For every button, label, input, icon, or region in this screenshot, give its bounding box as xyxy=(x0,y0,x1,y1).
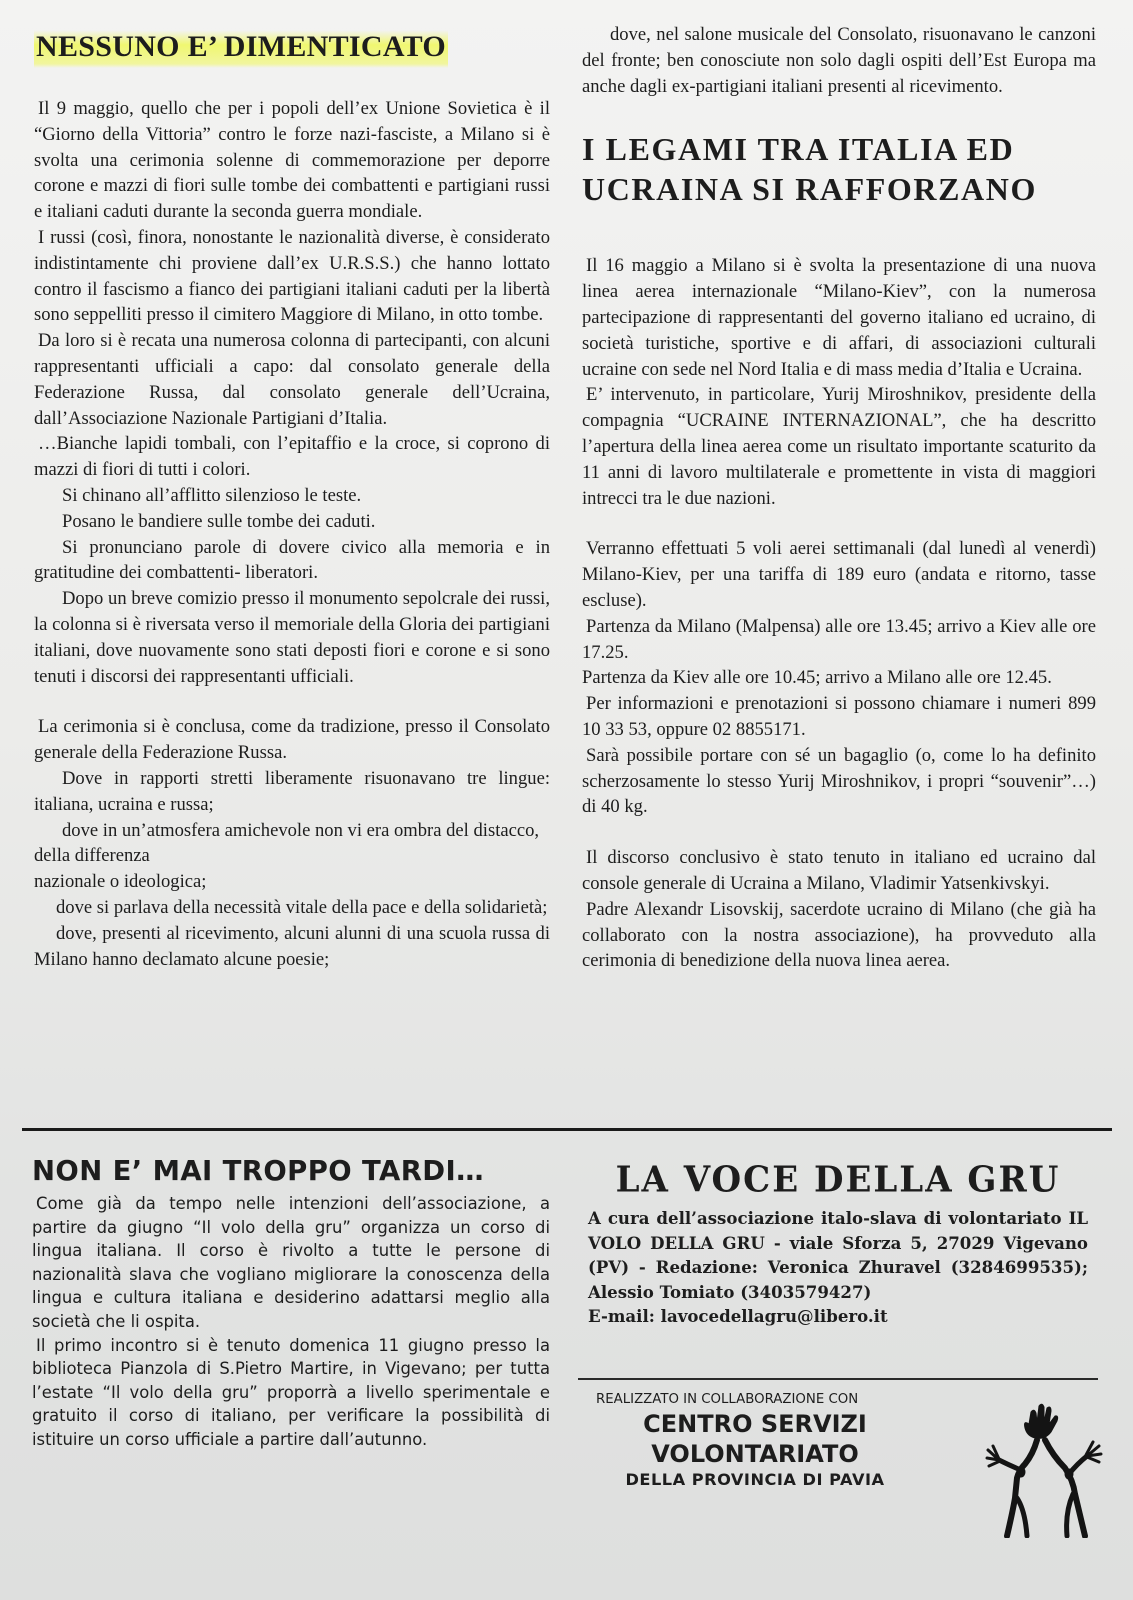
partner-subtitle: DELLA PROVINCIA DI PAVIA xyxy=(625,1470,885,1489)
article-body xyxy=(32,1192,550,1452)
paragraph: I russi (così, finora, nonostante le nazionalità diverse, è considerato indistintamente chi proviene dall’ex U.R.S.S.) che hanno lottato contro il fascismo a fianco dei partigiani italiani caduti per la libertà sono seppelliti presso il cimitero Maggiore di Milano, in otto tombe. xyxy=(34,226,550,326)
paragraph: Padre Alexandr Lisovskij, sacerdote ucraino di Milano (che già ha collaborato con la nostra associazione), ha provveduto alla cerimonia di benedizione della nuova linea aerea. xyxy=(582,898,1096,972)
article-title: NON E’ MAI TROPPO TARDI… xyxy=(32,1155,485,1187)
paragraph: Partenza da Milano (Malpensa) alle ore 13.45; arrivo a Kiev alle ore 17.25. xyxy=(582,615,1096,663)
paragraph: E’ intervenuto, in particolare, Yurij Miroshnikov, presidente della compagnia “UCRAINE INTERNAZIONAL”, che ha descritto l’apertura della linea aerea come un risultato importante scaturito da 11 anni di lavoro multilaterale e promettente in vista di maggiori intrecci tra le due nazioni. xyxy=(582,384,1096,509)
raised-hands-figures-icon xyxy=(985,1398,1105,1538)
article-body-legami xyxy=(582,253,1096,974)
masthead-divider xyxy=(578,1378,1098,1380)
paragraph: Il 9 maggio, quello che per i popoli dell’ex Unione Sovietica è il “Giorno della Vittoria” contro le forze nazi-fasciste, a Milano si è svolta una cerimonia solenne di commemorazione per deporre corone e mazzi di fiori sulle tombe dei combattenti e partigiani russi e italiani caduti durante la seconda guerra mondiale. xyxy=(34,98,550,223)
paragraph: Il 16 maggio a Milano si è svolta la presentazione di una nuova linea aerea internazionale “Milano-Kiev”, con la numerosa partecipazione di rappresentanti del governo italiano ed ucraino, di società turistiche, sportive e di affari, di associazioni culturali ucraine con sede nel Nord Italia e di mass media d’Italia e Ucraina. xyxy=(582,255,1096,380)
article-nessuno-dimenticato xyxy=(34,26,550,972)
credits-text: A cura dell’associazione italo-slava di volontariato IL VOLO DELLA GRU - viale Sforza 5, 27029 Vigevano (PV) - Redazione: Veronica Zhuravel (3284699535); Alessio Tomiato (3403579427) xyxy=(588,1208,1088,1302)
paragraph: Dove in rapporti stretti liberamente risuonavano tre lingue: italiana, ucraina e russa; xyxy=(34,767,550,815)
partner-name-line: CENTRO SERVIZI xyxy=(643,1410,867,1438)
paragraph: dove in un’atmosfera amichevole non vi era ombra del distacco, della differenza xyxy=(34,819,540,867)
masthead-credits xyxy=(588,1206,1088,1329)
paragraph: dove, presenti al ricevimento, alcuni alunni di una scuola russa di Milano hanno declamato alcune poesie; xyxy=(34,922,550,970)
paragraph: nazionale o ideologica; xyxy=(34,871,207,893)
article-title-legami xyxy=(582,129,1096,209)
paragraph: Posano le bandiere sulle tombe dei caduti. xyxy=(62,510,376,532)
title-line: UCRAINA SI RAFFORZANO xyxy=(582,171,1037,208)
paragraph: Sarà possibile portare con sé un bagaglio (o, come lo ha definito scherzosamente lo stesso Yurij Miroshnikov, i propri “souvenir”…) di 40 kg. xyxy=(582,744,1096,818)
partner-name-line: VOLONTARIATO xyxy=(651,1440,859,1468)
article-continuation xyxy=(582,22,1096,99)
paragraph: Verranno effettuati 5 voli aerei settimanali (dal lunedì al venerdì) Milano-Kiev, per una tariffa di 189 euro (andata e ritorno, tasse escluse). xyxy=(582,538,1096,611)
paragraph: La cerimonia si è conclusa, come da tradizione, presso il Consolato generale della Federazione Russa. xyxy=(34,716,550,764)
article-title: NESSUNO E’ DIMENTICATO xyxy=(34,26,448,68)
section-divider xyxy=(22,1128,1112,1131)
paragraph: Per informazioni e prenotazioni si possono chiamare i numeri 899 10 33 53, oppure 02 8855171. xyxy=(582,693,1096,740)
paragraph: Si pronunciano parole di dovere civico alla memoria e in gratitudine dei combattenti- liberatori. xyxy=(34,536,550,584)
paragraph: Partenza da Kiev alle ore 10.45; arrivo a Milano alle ore 12.45. xyxy=(582,667,1052,689)
partner-intro: REALIZZATO IN COLLABORAZIONE CON xyxy=(596,1392,859,1407)
article-body xyxy=(34,96,550,972)
right-column xyxy=(582,22,1096,974)
paragraph: dove, nel salone musicale del Consolato, risuonavano le canzoni del fronte; ben conosciute non solo dagli ospiti dell’Est Europa ma anche dagli ex-partigiani italiani presenti al ricevimento. xyxy=(582,24,1096,97)
paragraph: dove si parlava della necessità vitale della pace e della solidarietà; xyxy=(56,896,548,918)
masthead-box xyxy=(588,1152,1088,1329)
paragraph: Il discorso conclusivo è stato tenuto in italiano ed ucraino dal console generale di Ucraina a Milano, Vladimir Yatsenkivskyi. xyxy=(582,847,1096,894)
paragraph: Si chinano all’afflitto silenzioso le teste. xyxy=(62,484,362,506)
partner-block xyxy=(590,1392,920,1491)
paragraph: Da loro si è recata una numerosa colonna di partecipanti, con alcuni rappresentanti ufficiali a capo: dal consolato generale della Federazione Russa, dal consolato generale dell’Ucraina, dall’Associazione Nazionale Partigiani d’Italia. xyxy=(34,330,550,429)
paragraph: …Bianche lapidi tombali, con l’epitaffio e la croce, si coprono di mazzi di fiori di tutti i colori. xyxy=(34,433,550,481)
contact-email[interactable]: E-mail: lavocedellagru@libero.it xyxy=(588,1306,888,1327)
masthead-title: LA VOCE DELLA GRU xyxy=(615,1159,1061,1201)
paragraph: Il primo incontro si è tenuto domenica 11 giugno presso la biblioteca Pianzola di S.Pietro Martire, in Vigevano; per tutta l’estate “Il volo della gru” proporrà a livello sperimentale e gratuito il corso di italiano, per verificare la possibilità di istituire un corso ufficiale a partire dall’autunno. xyxy=(32,1335,550,1449)
title-line: I LEGAMI TRA ITALIA ED xyxy=(582,131,1015,168)
article-non-e-mai-troppo-tardi xyxy=(32,1152,550,1452)
paragraph: Dopo un breve comizio presso il monumento sepolcrale dei russi, la colonna si è riversata verso il memoriale della Gloria dei partigiani italiani, dove nuovamente sono stati deposti fiori e corone e si sono tenuti i discorsi dei rappresentanti ufficiali. xyxy=(34,588,550,687)
paragraph: Come già da tempo nelle intenzioni dell’associazione, a partire da giugno “Il volo della gru” organizza un corso di lingua italiana. Il corso è rivolto a tutte le persone di nazionalità slava che vogliano migliorare la conoscenza della lingua e cultura italiana e desiderino adattarsi meglio alla società che li ospita. xyxy=(32,1194,550,1331)
